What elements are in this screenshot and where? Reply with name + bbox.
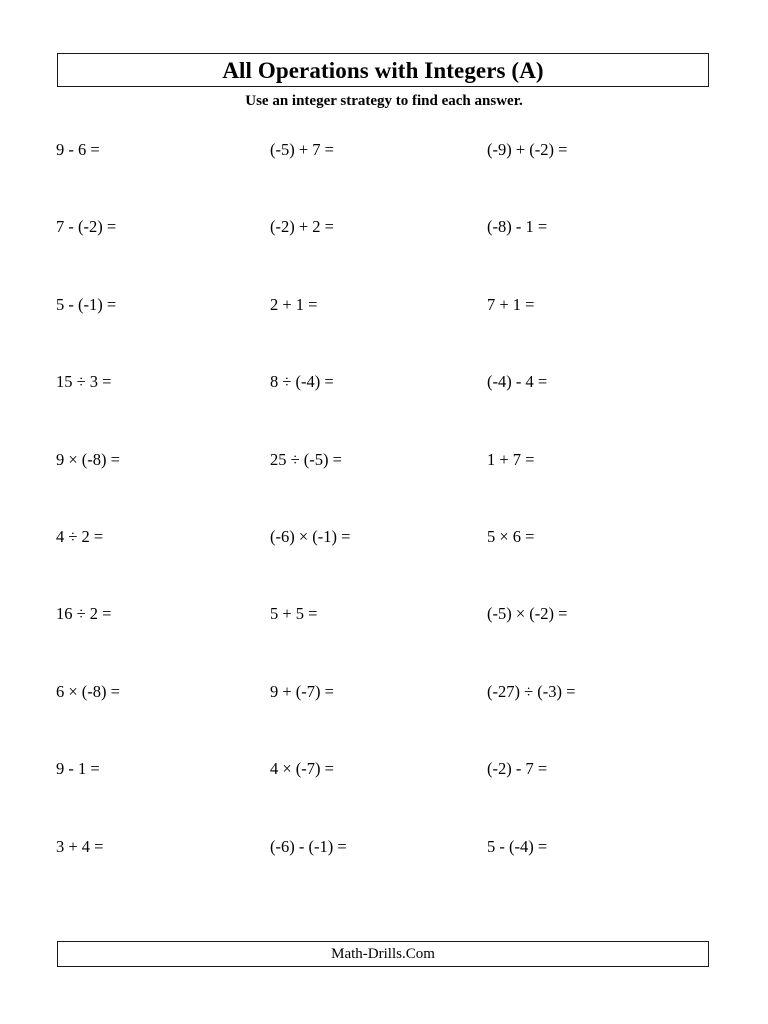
problem-26: 4 × (-7) = xyxy=(270,759,334,779)
footer-box xyxy=(57,941,709,967)
problem-9: 7 + 1 = xyxy=(487,294,535,314)
problem-22: 6 × (-8) = xyxy=(56,681,120,701)
problem-24: (-27) ÷ (-3) = xyxy=(487,681,576,701)
problem-30: 5 - (-4) = xyxy=(487,836,548,856)
problem-row xyxy=(0,673,768,750)
problem-row xyxy=(0,208,768,285)
problem-row xyxy=(0,441,768,518)
problem-20: 5 + 5 = xyxy=(270,604,318,624)
problem-29: (-6) - (-1) = xyxy=(270,836,347,856)
problem-6: (-8) - 1 = xyxy=(487,217,548,237)
problem-25: 9 - 1 = xyxy=(56,759,100,779)
problem-row xyxy=(0,750,768,827)
title-box xyxy=(57,53,709,87)
footer-label: Math-Drills.Com xyxy=(331,945,435,962)
problem-12: (-4) - 4 = xyxy=(487,372,548,392)
problem-7: 5 - (-1) = xyxy=(56,294,117,314)
problem-row xyxy=(0,363,768,440)
problem-19: 16 ÷ 2 = xyxy=(56,604,112,624)
problem-28: 3 + 4 = xyxy=(56,836,104,856)
problem-1: 9 - 6 = xyxy=(56,140,100,159)
problem-grid xyxy=(0,131,768,905)
problem-row xyxy=(0,595,768,672)
page-title: All Operations with Integers (A) xyxy=(222,57,544,83)
problem-3: (-9) + (-2) = xyxy=(487,140,568,159)
problem-row xyxy=(0,131,768,208)
problem-11: 8 ÷ (-4) = xyxy=(270,372,334,392)
problem-21: (-5) × (-2) = xyxy=(487,604,568,624)
problem-2: (-5) + 7 = xyxy=(270,140,334,159)
problem-27: (-2) - 7 = xyxy=(487,759,548,779)
problem-8: 2 + 1 = xyxy=(270,294,318,314)
problem-23: 9 + (-7) = xyxy=(270,681,334,701)
problem-row xyxy=(0,518,768,595)
problem-14: 25 ÷ (-5) = xyxy=(270,449,342,469)
problem-row xyxy=(0,828,768,905)
problem-13: 9 × (-8) = xyxy=(56,449,120,469)
problem-17: (-6) × (-1) = xyxy=(270,526,351,546)
problem-5: (-2) + 2 = xyxy=(270,217,334,237)
problem-row xyxy=(0,286,768,363)
problem-18: 5 × 6 = xyxy=(487,526,535,546)
instructions-text: Use an integer strategy to find each answer. xyxy=(245,93,523,109)
problem-10: 15 ÷ 3 = xyxy=(56,372,112,392)
problem-16: 4 ÷ 2 = xyxy=(56,526,104,546)
problem-15: 1 + 7 = xyxy=(487,449,535,469)
problem-4: 7 - (-2) = xyxy=(56,217,117,237)
